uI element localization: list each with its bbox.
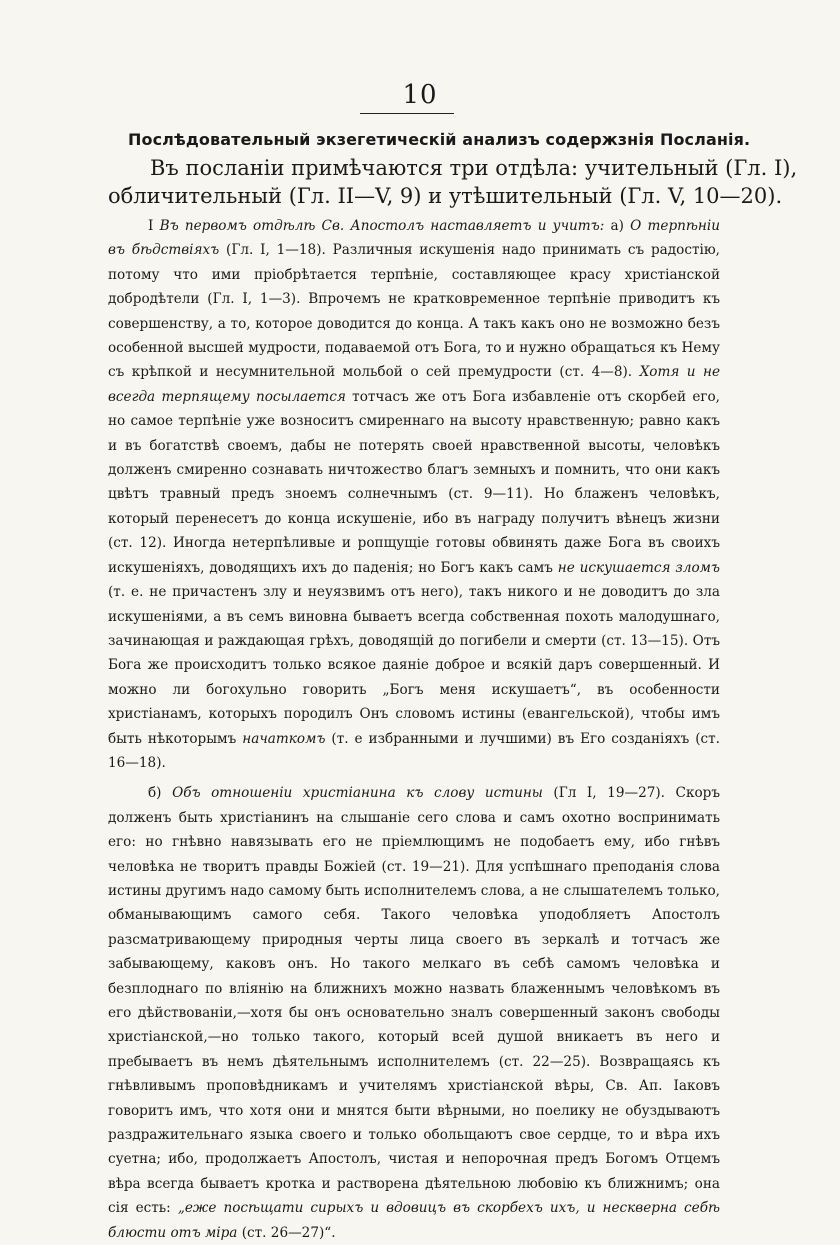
p1-s8: не искушается зломъ — [557, 559, 720, 576]
lead-statement — [108, 154, 798, 210]
p1-s9: (т. е. не причастенъ злу и неуязвимъ отъ него), такъ никого и не доводитъ до зла искушеніями, а въ семъ виновна бываетъ всегда собственная похоть малодушнаго, зачинающая и раждающая грѣхъ, доводящій до погибели и смерти (ст. 13—15). Отъ Бога же происходитъ только всякое даяніе доброе и всякій даръ совершенный. И можно ли богохульно говорить „Богъ меня искушаетъ“, въ особенности христіанамъ, которыхъ породилъ Онъ словомъ истины (евангельской), чтобы имъ быть нѣкоторымъ — [108, 584, 720, 747]
p1-s1: I — [148, 218, 160, 234]
lead-line-2: обличительный (Гл. II—V, 9) и утѣшительный (Гл. V, 10—20). — [108, 184, 783, 208]
section-heading: Послѣдовательный экзегетическій анализъ содержзнія Посланія. — [128, 130, 751, 149]
paragraph-2 — [108, 781, 720, 1245]
p1-s5: (Гл. I, 1—18). Различныя искушенія надо принимать съ радостію, потому что ими пріобрѣтается терпѣніе, составляющее красу христіанской добродѣтели (Гл. I, 1—3). Впрочемъ не кратковременное терпѣніе приводитъ къ совершенству, а то, которое доводится до конца. А такъ какъ оно не возможно безъ особенной высшей мудрости, подаваемой отъ Бога, то и нужно обращаться къ Нему съ крѣпкой и несумнительной мольбой о сей премудрости (ст. 4—8). — [108, 242, 720, 381]
paragraph-1 — [108, 214, 720, 775]
p2-s5: (ст. 26—27)“. — [237, 1224, 336, 1241]
page-number-rule — [360, 113, 454, 114]
p2-s4: „еже посѣщати сирыхъ и вдовицъ въ скорбехъ ихъ, и нескверна себѣ блюсти отъ міра — [108, 1200, 720, 1241]
p1-s7: тотчасъ же отъ Бога избавленіе отъ скорбей его, но самое терпѣніе уже возноситъ смиреннаго на высоту нравственную; равно какъ и въ богатствѣ своемъ, дабы не потерять своей нравственной высоты, человѣкъ долженъ смиренно сознавать ничтожество благъ земныхъ и помнить, что они какъ цвѣтъ травный предъ зноемъ солнечнымъ (ст. 9—11). Но блаженъ человѣкъ, который перенесетъ до конца искушеніе, ибо въ награду получитъ вѣнецъ жизни (ст. 12). Иногда нетерпѣливые и ропщущіе готовы обвинять даже Бога въ своихъ искушеніяхъ, доводящихъ ихъ до паденія; но Богъ какъ самъ — [108, 388, 721, 576]
p2-s1: б) — [148, 785, 173, 802]
body-text — [108, 214, 720, 1245]
p2-s3: (Гл I, 19—27). Скоръ долженъ быть христіанинъ на слышаніе сего слова и самъ охотно воспринимать его: но гнѣвно навязывать его не пріемлющимъ не подобаетъ ему, ибо гнѣвъ человѣка не творитъ правды Божіей (ст. 19—21). Для успѣшнаго преподанія слова истины другимъ надо самому быть исполнителемъ слова, а не слышателемъ только, обманывающимъ самого себя. Такого человѣка уподобляетъ Апостолъ разсматривающему природныя черты лица своего въ зеркалѣ и тотчасъ же забывающему, каковъ онъ. Но такого мелкаго въ себѣ самомъ человѣка и безплоднаго по вліянію на ближнихъ можно назвать блаженнымъ человѣкомъ въ его дѣйствованіи,—хотя бы онъ основательно зналъ совершенный законъ свободы христіанской,—но только такого, который всей душой вникаетъ въ него и пребываетъ въ немъ дѣятельнымъ исполнителемъ (ст. 22—25). Возвращаясь къ гнѣвливымъ проповѣдникамъ и учителямъ христіанской вѣры, Св. Ап. Іаковъ говоритъ имъ, что хотя они и мнятся быти вѣрными, но поелику не обуздываютъ раздражительнаго языка своего и только обольщаютъ свое сердце, то и вѣра ихъ суетна; ибо, продолжаетъ Апостолъ, чистая и непорочная предъ Богомъ Отцемъ вѣра всегда бываетъ кротка и растворена дѣятельною любовію къ ближнимъ; она сія есть: — [108, 785, 720, 1217]
p1-s2: Въ первомъ отдѣлѣ Св. Апостолъ наставляетъ и учитъ: — [159, 218, 605, 234]
p1-s3: а) — [604, 218, 631, 234]
p1-s10: начаткомъ — [242, 730, 326, 747]
lead-line-1: Въ посланіи примѣчаются три отдѣла: учительный (Гл. I), — [150, 156, 798, 180]
p1-s11: (т. е избранными и лучшими) въ Его созданіяхъ (ст. 16—18). — [108, 730, 720, 771]
p2-s2: Объ отношеніи христіанина къ слову истины — [172, 785, 543, 802]
page-number: 10 — [402, 80, 438, 110]
p1-s4: О терпѣніи въ бѣдствіяхъ — [108, 218, 720, 259]
p1-s6: Хотя и не всегда терпящему посылается — [108, 364, 720, 405]
